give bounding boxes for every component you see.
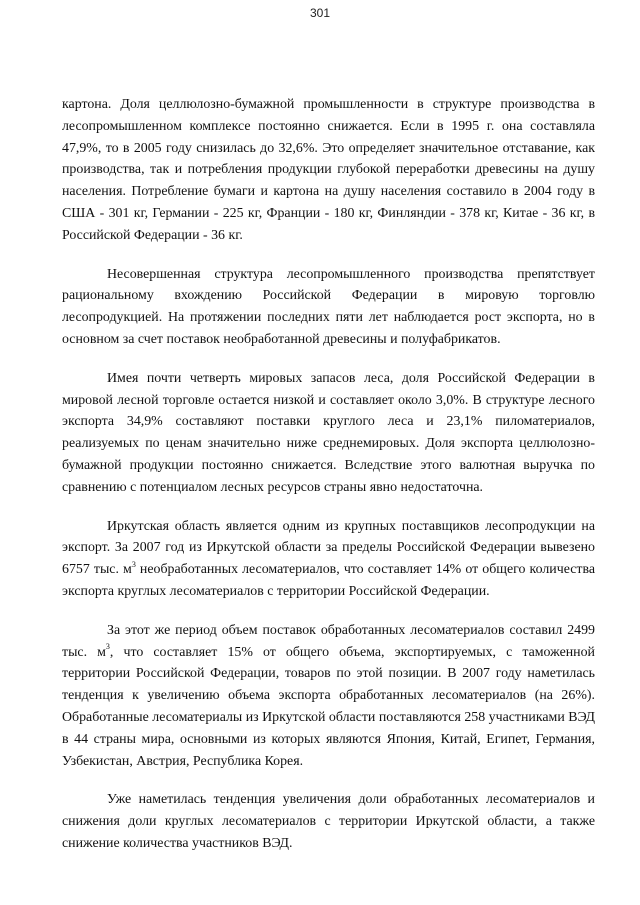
paragraph-processed-timber-part-b: , что составляет 15% от общего объема, экспортируемых, с таможенной территории Российской Федерации, товаров по этой позиции. В 2007 году наметилась тенденция к увеличению объема экспорта обработанных лесоматериалов (на 26%). Обработанные лесоматериалы из Иркутской области поставляются 258 участниками ВЭД в 44 страны мира, основными из которых являются Япония, Китай, Египет, Германия, Узбекистан, Австрия, Республика Корея. <box>62 644 595 769</box>
document-body <box>62 94 595 872</box>
paragraph-paper-share: картона. Доля целлюлозно-бумажной промышленности в структуре производства в лесопромышленном комплексе постоянно снижается. Если в 1995 г. она составляла 47,9%, то в 2005 году снизилась до 32,6%. Это определяет значительное отставание, как производства, так и потребления продукции глубокой переработки древесины на душу населения. Потребление бумаги и картона на душу населения составило в 2004 году в США - 301 кг, Германии - 225 кг, Франции - 180 кг, Финляндии - 378 кг, Китае - 36 кг, в Российской Федерации - 36 кг. <box>62 97 595 243</box>
cubic-superscript: 3 <box>131 559 136 569</box>
paragraph-irkutsk-exports-part-a: Иркутская область является одним из крупных поставщиков лесопродукции на экспорт. За 2007 год из Иркутской области за пределы Российской Федерации вывезено 6757 тыс. м <box>62 518 595 578</box>
cubic-superscript: 3 <box>105 641 110 651</box>
paragraph-processed-timber <box>62 620 595 773</box>
paragraph-irkutsk-exports <box>62 516 595 603</box>
paragraph-irkutsk-exports-part-b: необработанных лесоматериалов, что составляет 14% от общего количества экспорта круглых лесоматериалов с территории Российской Федерации. <box>62 562 595 599</box>
paragraph-processed-timber-part-a: За этот же период объем поставок обработанных лесоматериалов составил 2499 тыс. м <box>62 622 595 660</box>
page-number: 301 <box>309 6 331 20</box>
paragraph-forest-reserves: Имея почти четверть мировых запасов леса, доля Российской Федерации в мировой лесной торговле остается низкой и составляет около 3,0%. В структуре лесного экспорта 34,9% составляют поставки круглого леса и 23,1% пиломатериалов, реализуемых по ценам значительно ниже среднемировых. Доля экспорта целлюлозно-бумажной продукции постоянно снижается. Вследствие этого валютная выручка по сравнению с потенциалом лесных ресурсов страны явно недостаточна. <box>62 370 595 495</box>
paragraph-industry-structure: Несовершенная структура лесопромышленного производства препятствует рациональному вхождению Российской Федерации в мировую торговлю лесопродукцией. На протяжении последних пяти лет наблюдается рост экспорта, но в основном за счет поставок необработанной древесины и полуфабрикатов. <box>62 266 595 347</box>
paragraph-trend: Уже наметилась тенденция увеличения доли обработанных лесоматериалов и снижения доли круглых лесоматериалов с территории Иркутской области, а также снижение количества участников ВЭД. <box>62 792 595 851</box>
